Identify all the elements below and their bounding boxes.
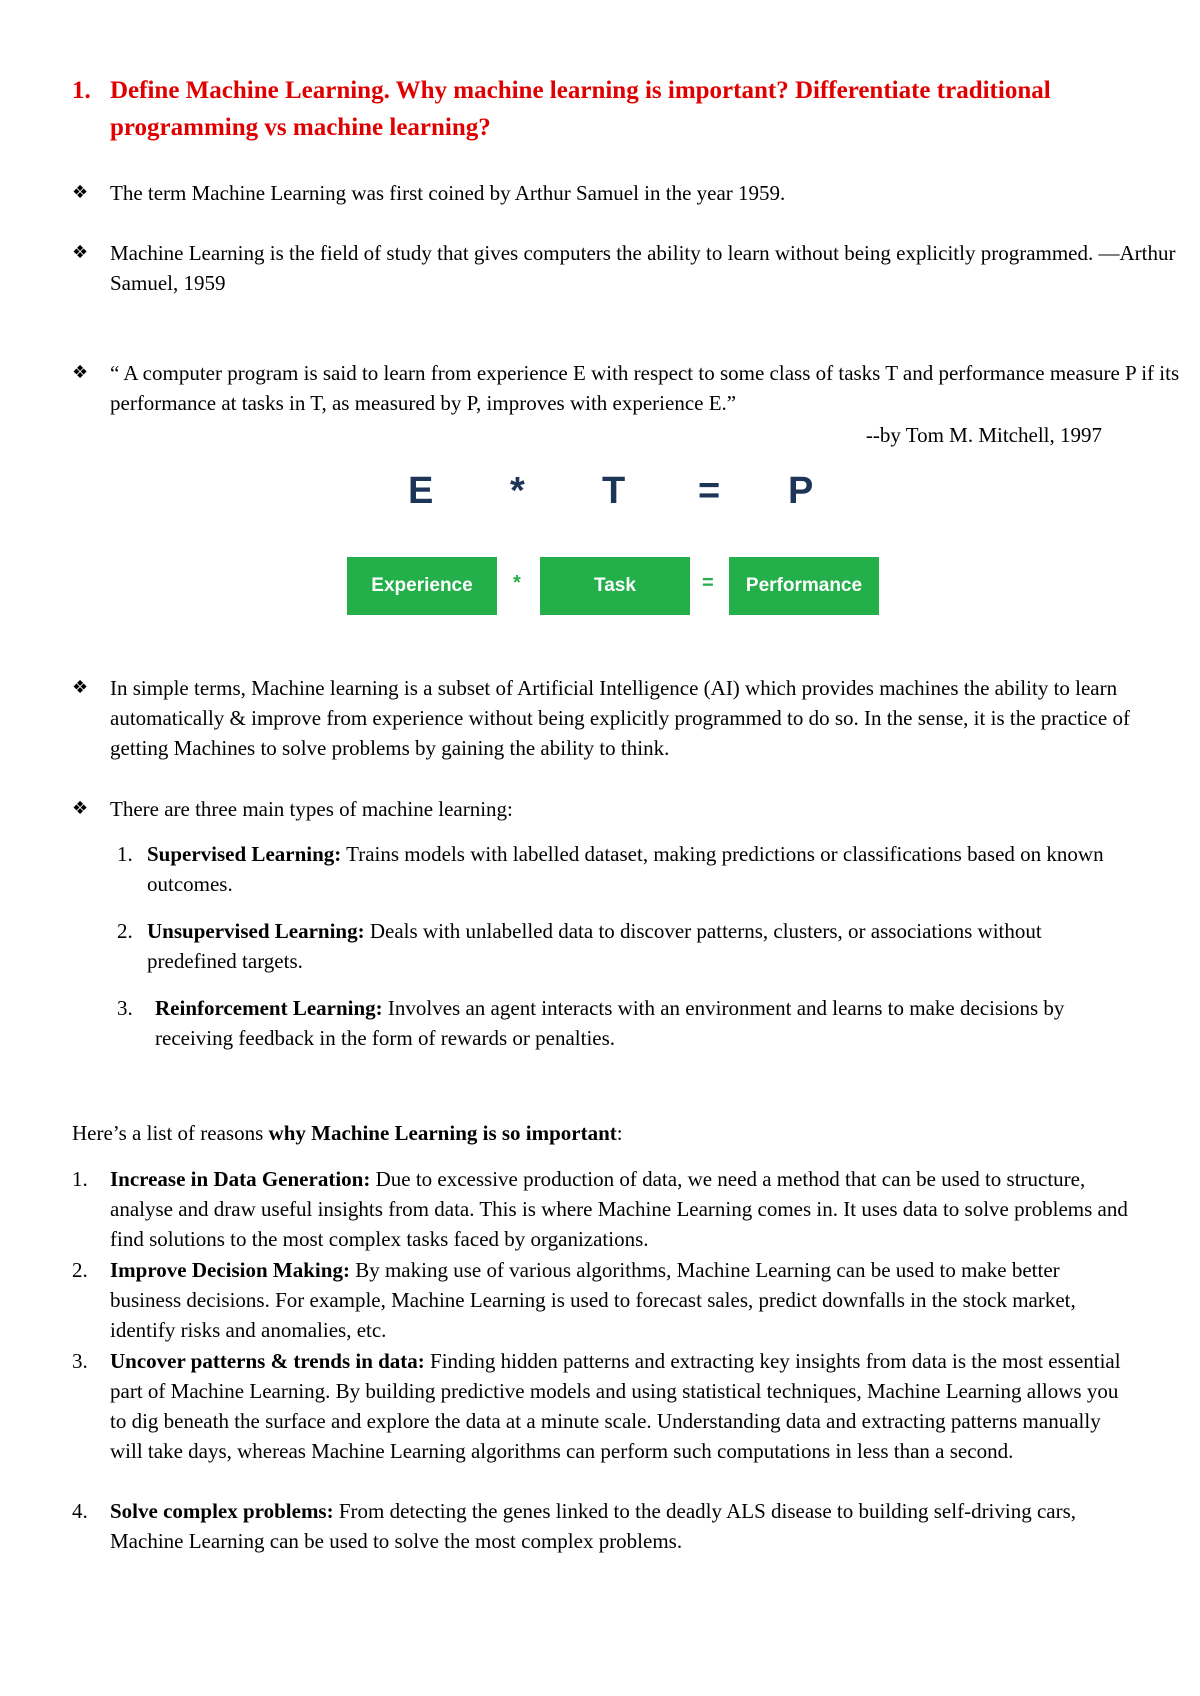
diamond-bullet-icon: ❖: [72, 798, 89, 819]
equals-operator: =: [702, 572, 714, 594]
reason-number: 2.: [72, 1258, 88, 1282]
formula-symbols: [380, 470, 900, 530]
reason-number: 3.: [72, 1349, 88, 1373]
experience-box: Experience: [347, 557, 497, 615]
reason-title: Solve complex problems:: [110, 1499, 334, 1523]
heading-text: Define Machine Learning. Why machine learning is important? Differentiate traditional programming vs machine learning?: [110, 77, 1051, 141]
ml-type-desc: Involves an agent interacts with an environment and learns to make decisions by receiving feedback in the form of rewards or penalties.: [155, 996, 1065, 1050]
formula-symbol-e: E: [408, 470, 434, 512]
ml-type-number: 3.: [117, 996, 133, 1020]
reason-desc: Finding hidden patterns and extracting key insights from data is the most essential part of Machine Learning. By building predictive models and using statistical techniques, Machine Learning allows you to dig beneath the surface and explore the data at a minute scale. Understanding data and extracting patterns manually will take days, whereas Machine Learning algorithms can perform such computations in less than a second.: [110, 1349, 1121, 1463]
reason-number: 4.: [72, 1499, 88, 1523]
diamond-bullet-icon: ❖: [72, 242, 89, 263]
attribution-text: --by Tom M. Mitchell, 1997: [865, 423, 1102, 447]
reason-number: 1.: [72, 1167, 88, 1191]
reason-desc: From detecting the genes linked to the deadly ALS disease to building self-driving cars, Machine Learning can be used to solve the most complex problems.: [110, 1499, 1077, 1553]
performance-box: Performance: [729, 557, 879, 615]
ml-type-title: Unsupervised Learning:: [147, 919, 365, 943]
ml-type-title: Reinforcement Learning:: [155, 996, 383, 1020]
diamond-bullet-icon: ❖: [72, 362, 89, 383]
ml-type-number: 1.: [117, 842, 133, 866]
heading-number: 1.: [72, 77, 91, 104]
reason-title: Improve Decision Making:: [110, 1258, 350, 1282]
ml-type-title: Supervised Learning:: [147, 842, 342, 866]
task-box: Task: [540, 557, 690, 615]
formula-symbol-times: *: [510, 470, 525, 512]
quote-attribution: [72, 420, 1102, 450]
bullet-text: There are three main types of machine learning:: [110, 797, 513, 821]
reason-desc: By making use of various algorithms, Machine Learning can be used to make better business decisions. For example, Machine Learning is used to forecast sales, predict downfalls in the stock market, identify risks and anomalies, etc.: [110, 1258, 1076, 1342]
bullet-text: The term Machine Learning was first coined by Arthur Samuel in the year 1959.: [110, 181, 786, 205]
ml-type-desc: Deals with unlabelled data to discover patterns, clusters, or associations without predefined targets.: [147, 919, 1042, 973]
diamond-bullet-icon: ❖: [72, 182, 89, 203]
reason-title: Increase in Data Generation:: [110, 1167, 371, 1191]
reason-title: Uncover patterns & trends in data:: [110, 1349, 425, 1373]
reasons-intro-after: :: [616, 1121, 623, 1145]
ml-type-desc: Trains models with labelled dataset, making predictions or classifications based on known outcomes.: [147, 842, 1104, 896]
bullet-text: “ A computer program is said to learn from experience E with respect to some class of tasks T and performance measure P if its performance at tasks in T, as measured by P, improves with experience E.”: [110, 361, 1180, 415]
reason-desc: Due to excessive production of data, we need a method that can be used to structure, analyse and draw useful insights from data. This is where Machine Learning comes in. It uses data to solve problems and find solutions to the most complex tasks faced by organizations.: [110, 1167, 1128, 1251]
times-operator: *: [513, 572, 521, 594]
reasons-intro: [72, 1118, 1132, 1148]
bullet-text: Machine Learning is the field of study that gives computers the ability to learn without being explicitly programmed. —Arthur Samuel, 1959: [110, 241, 1176, 295]
reasons-intro-before: Here’s a list of reasons: [72, 1121, 269, 1145]
formula-symbol-equals: =: [698, 470, 721, 512]
formula-symbol-p: P: [788, 470, 814, 512]
bullet-text: In simple terms, Machine learning is a subset of Artificial Intelligence (AI) which provides machines the ability to learn automatically & improve from experience without being explicitly programmed to do so. In the sense, it is the practice of getting Machines to solve problems by gaining the ability to think.: [110, 676, 1130, 760]
formula-symbol-t: T: [602, 470, 626, 512]
ml-type-number: 2.: [117, 919, 133, 943]
reasons-intro-bold: why Machine Learning is so important: [268, 1121, 617, 1145]
diamond-bullet-icon: ❖: [72, 677, 89, 698]
